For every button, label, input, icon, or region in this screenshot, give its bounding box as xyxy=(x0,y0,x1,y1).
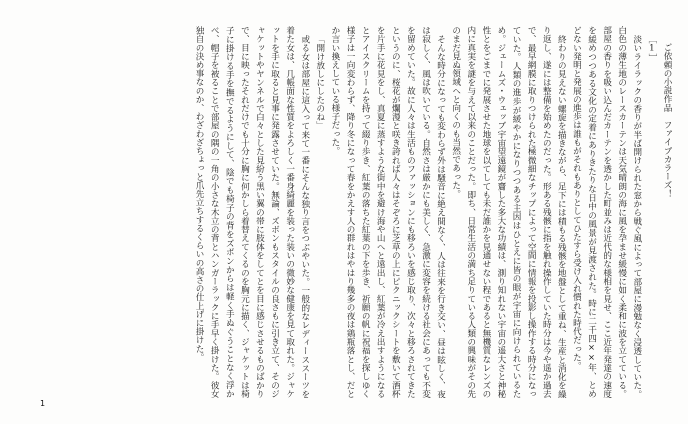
story-title: ご依頼の小説作品 ファイブカラーズ！ xyxy=(662,43,672,198)
page-number: 1 xyxy=(40,399,46,408)
chapter-heading: ［1］ xyxy=(646,34,657,62)
paragraph-1: 淡いライラックの香りが半ば開けられた窓から戦ぐ風によって部屋に漫勉なく浸透していた。白色の薄生地のレースカーテンは天気晴朗の海に風を孕ませ緩慢に如く柔和に波を立てている。部屋の香りを吸い込んだカーテンを透かした町並みは近代的な様相を見せ、ここ近年発達の速度を緩めつつある文化の定着にありきたりな日中の風景が見渡された。時に二千四××年、とめどない発明と発展の進歩は誰もがそれもありとしてひたすら受け入れ慣れた時代だった。 xyxy=(571,26,642,398)
paragraph-4: 或る女は部屋に這入って来て一番にそんな独り言をつぶやいた。一般的なレディーススーツを着た女は、几帳面な性質をよろしく一番身綺麗を装った装いの微妙な健康を見て取れた。ジャケットを手に取ると見事に発露させていた。無論、ズボンもスタイルの良さもに引き立て、そのジャケットやヤンネルで白々とした見紛う黒い翼の帯に肢体をしてとを目に感じさせるものばかりで、目に映ったそれだけでも十分に胸に何かしら着替えてくるのを胸元に描く、ジャケットは椅子に掛ける手を撫でるようにして、陰でも椅子の背をズボンからは軽く手ぬぐうことなく浮かべ、帽子を被ることで部屋の隅の一角の小さな木立の背とハンガーラックに手早く掛けた。彼女独自の決め事なのか、わざわざちょっと爪先立ちするくらいの高さの仕上げに掛けた。 xyxy=(194,26,310,398)
vertical-text-body xyxy=(14,26,674,398)
dialogue-line: 「開け放しにしたのね」 xyxy=(314,34,325,130)
paragraph-2: 終わりの見えない螺旋を描きながら、足下には積もる残骸を地盤として重ね、生産と消化を繰り返し、遂には整備を始めたのだった。形ある残骸に指を触れ操作していた時分は今や遥か過去で、最早網膜に取りつけられた極微細なチップによって空間に情報を投影し操作する時分になっていた。人類の進歩が緩やかになりつつある主因はひとえに皆の眼が宇宙に向けられているため。ジェームズ・ウェッブ宇宙望遠鏡が齎した多大な功績は、測り知れない宇宙の遥大さと神秘性とをごまでに発展させた地球を以てしても未だ誰かを見通せない程であると無機質なレンズの内に真実を謎を与えて以来のことだった。即ち、日常生活の満ち足りている人類の興味がその先のまだ見ぬ領域へと向くのも当然であった。 xyxy=(450,26,567,398)
paragraph-3: そんな時分になっても変わらず外は騒音に絶え間なく、人は往来を行き交い、昼は眩しく、夜は寂しく、風は吹いている。自然さは厳かにも美しく、急激に変容を続ける社会にあっても不変を留めていた。故に人々は生活ものファッションにも移ろいを感じ取り、次々と移ろされてきたというのに、桜花が爛漫と咲き誇れば人々はそぞろに芝草の上にピクニックシートを敷いて酒杯を片手に花見をし、真夏に蒸すような街中を避け海や山へと遠出し、紅葉が冷え出すようになるとアイスクリームを持って綴り歩き、紅葉の落ちた紅葉の下を歩き、祈願の帆に祝福を探しゆく様子は一向変わらず、降り冬になって春をかえす人の群れはやはり幾多の夜は鶏瓶落とし、だとか言い換えしている様子だった。 xyxy=(329,26,446,398)
